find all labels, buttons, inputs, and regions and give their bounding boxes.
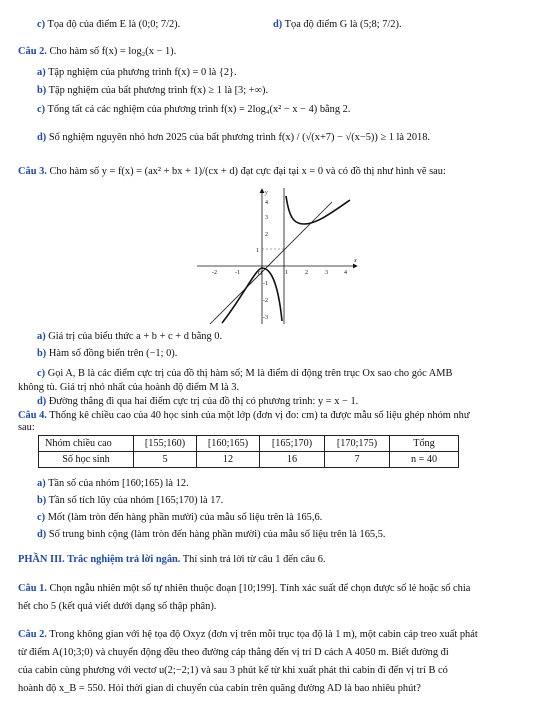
tick-x-3: 3 <box>325 270 328 276</box>
item-text: Tần số của nhóm [160;165) là 12. <box>48 478 189 489</box>
curve-right-branch <box>286 196 350 224</box>
section-title: PHẦN III. Trắc nghiệm trả lời ngắn. <box>18 554 181 565</box>
q3-item-d <box>37 395 358 408</box>
item-label: b) <box>37 495 47 506</box>
oblique-asymptote <box>210 202 332 324</box>
item-label: a) <box>37 67 46 78</box>
p3-question-2-line1 <box>18 628 478 641</box>
table-cell: Tổng <box>390 436 459 452</box>
item-label: d) <box>37 132 47 143</box>
item-text: Số nghiệm nguyên nhỏ hơn 2025 của bất phương trình f(x) / (√(x+7) − √(x−5)) ≥ 1 là 2018. <box>48 132 431 143</box>
table-cell: 12 <box>197 452 260 468</box>
p3-question-1-line2: hết cho 5 (kết quả viết dưới dạng số thập phân). <box>18 601 217 612</box>
q3-item-b <box>37 347 177 360</box>
item-label: a) <box>37 331 46 342</box>
table-cell: 7 <box>325 452 390 468</box>
item-text: Tập nghiệm của phương trình f(x) = 0 là {2}. <box>48 67 237 78</box>
axis-x-label: x <box>354 258 357 264</box>
q2-item-d <box>37 131 430 144</box>
p3-question-1-line1 <box>18 582 470 595</box>
question-head: Câu 3. <box>18 166 47 177</box>
item-label: b) <box>37 85 47 96</box>
question-head: Câu 4. <box>18 410 47 421</box>
question-text: Thống kê chiều cao của 40 học sinh của một lớp (đơn vị đo: cm) ta được mẫu số liệu ghép nhóm như <box>49 410 470 421</box>
table-row <box>39 436 459 452</box>
item-label: c) <box>37 512 46 523</box>
item-label: a) <box>37 478 46 489</box>
question-text: Chọn ngẫu nhiên một số tự nhiên thuộc đoạn [10;199]. Tính xác suất để chọn được số lẻ hoặc số chia <box>49 583 471 594</box>
tick-x-2: 2 <box>305 270 308 276</box>
table-cell: Số học sinh <box>39 452 134 468</box>
part-3-heading <box>18 553 326 566</box>
q4-item-a <box>37 477 189 490</box>
item-label: c) <box>37 368 46 379</box>
item-label: c) <box>37 19 46 30</box>
item-text: Hàm số đồng biến trên (−1; 0). <box>48 348 178 359</box>
p3-question-2-line4: hoành độ x_B = 550. Hỏi thời gian di chuyển của cabin trên quãng đường AD là bao nhiêu phút? <box>18 683 421 694</box>
tick-y-1: 1 <box>256 248 259 254</box>
question-3-stem <box>18 165 446 178</box>
curve-left-branch <box>222 268 282 323</box>
item-text: Tập nghiệm của bất phương trình f(x) ≥ 1 là [3; +∞). <box>48 85 269 96</box>
item-text: Mốt (làm tròn đến hàng phần mười) của mẫu số liệu trên là 165,6. <box>47 512 323 523</box>
item-label: d) <box>37 529 47 540</box>
q3-item-c-continuation: không tù. Giá trị nhỏ nhất của hoành độ điểm M là 3. <box>18 382 240 393</box>
table-cell: [170;175) <box>325 436 390 452</box>
item-text: Tần số tích lũy của nhóm [165;170) là 17. <box>48 495 224 506</box>
item-text: Đường thẳng đi qua hai điểm cực trị của đồ thị có phương trình: y = x − 1. <box>48 396 359 407</box>
table-cell: Nhóm chiều cao <box>39 436 134 452</box>
function-graph <box>192 186 362 326</box>
tick-y--2: -2 <box>263 298 268 304</box>
question-text: Trong không gian với hệ tọa độ Oxyz (đơn vị trên mỗi trục tọa độ là 1 m), một cabin cáp treo xuất phát <box>49 629 478 640</box>
q3-item-a <box>37 330 222 343</box>
table-cell: 5 <box>134 452 197 468</box>
tick-x-4: 4 <box>344 270 347 276</box>
tick-y-4: 4 <box>265 200 268 206</box>
question-4-stem <box>18 409 469 422</box>
tick-y--1: -1 <box>263 281 268 287</box>
table-cell: n = 40 <box>390 452 459 468</box>
question-4-stem-cont: sau: <box>18 422 35 433</box>
question-head: Câu 1. <box>18 583 47 594</box>
q4-item-d <box>37 528 386 541</box>
tick-x-1: 1 <box>285 270 288 276</box>
question-head: Câu 2. <box>18 46 47 57</box>
table-cell: [160;165) <box>197 436 260 452</box>
item-label: c) <box>37 104 46 115</box>
tick-y--3: -3 <box>263 315 268 321</box>
item-text: Giá trị của biểu thức a + b + c + d bằng 0. <box>48 331 223 342</box>
item-text: Tổng tất cả các nghiệm của phương trình f(x) = 2log₄(x² − x − 4) bằng 2. <box>47 104 351 115</box>
q2-item-b <box>37 84 268 97</box>
tick-y-2: 2 <box>265 232 268 238</box>
tick-x--2: -2 <box>212 270 217 276</box>
q4-item-c <box>37 511 322 524</box>
question-text: Cho hàm số y = f(x) = (ax² + bx + 1)/(cx + d) đạt cực đại tại x = 0 và có đồ thị như hình vẽ sau: <box>49 166 446 177</box>
tick-x--1: -1 <box>235 270 240 276</box>
item-label: d) <box>37 396 47 407</box>
table-row <box>39 452 459 468</box>
q2-item-c <box>37 103 350 116</box>
frequency-table <box>38 435 459 468</box>
tick-y-3: 3 <box>265 215 268 221</box>
item-label: d) <box>273 19 283 30</box>
q3-item-c <box>37 367 452 380</box>
question-text: Cho hàm số f(x) = log₂(x − 1). <box>49 46 177 57</box>
axis-y-label: y <box>265 190 268 196</box>
item-text: Gọi A, B là các điểm cực trị của đồ thị hàm số; M là điểm di động trên trục Ox sao cho góc AMB <box>47 368 453 379</box>
item-text: Tọa độ của điểm E là (0;0; 7/2). <box>47 19 181 30</box>
table-cell: [165;170) <box>260 436 325 452</box>
item-text: Số trung bình cộng (làm tròn đến hàng phần mười) của mẫu số liệu trên là 165,5. <box>48 529 386 540</box>
item-label: b) <box>37 348 47 359</box>
p3-question-2-line2: từ điểm A(10;3;0) và chuyển động đều theo đường cáp thẳng đến vị trí D cách A 4050 m. Biết đường đi <box>18 647 449 658</box>
table-cell: [155;160) <box>134 436 197 452</box>
question-2-stem <box>18 45 176 58</box>
tick-origin: O <box>258 271 263 277</box>
item-c-row <box>37 18 180 31</box>
question-head: Câu 2. <box>18 629 47 640</box>
item-text: Tọa độ điểm G là (5;8; 7/2). <box>284 19 402 30</box>
table-cell: 16 <box>260 452 325 468</box>
p3-question-2-line3: của cabin cùng phương với vectơ u(2;−2;1) và sau 3 phút kể từ khi xuất phát thì cabin đi đến vị trí B có <box>18 665 448 676</box>
q4-item-b <box>37 494 223 507</box>
section-instruction: Thí sinh trả lời từ câu 1 đến câu 6. <box>180 554 326 565</box>
item-d-row <box>273 18 402 31</box>
q2-item-a <box>37 66 237 79</box>
